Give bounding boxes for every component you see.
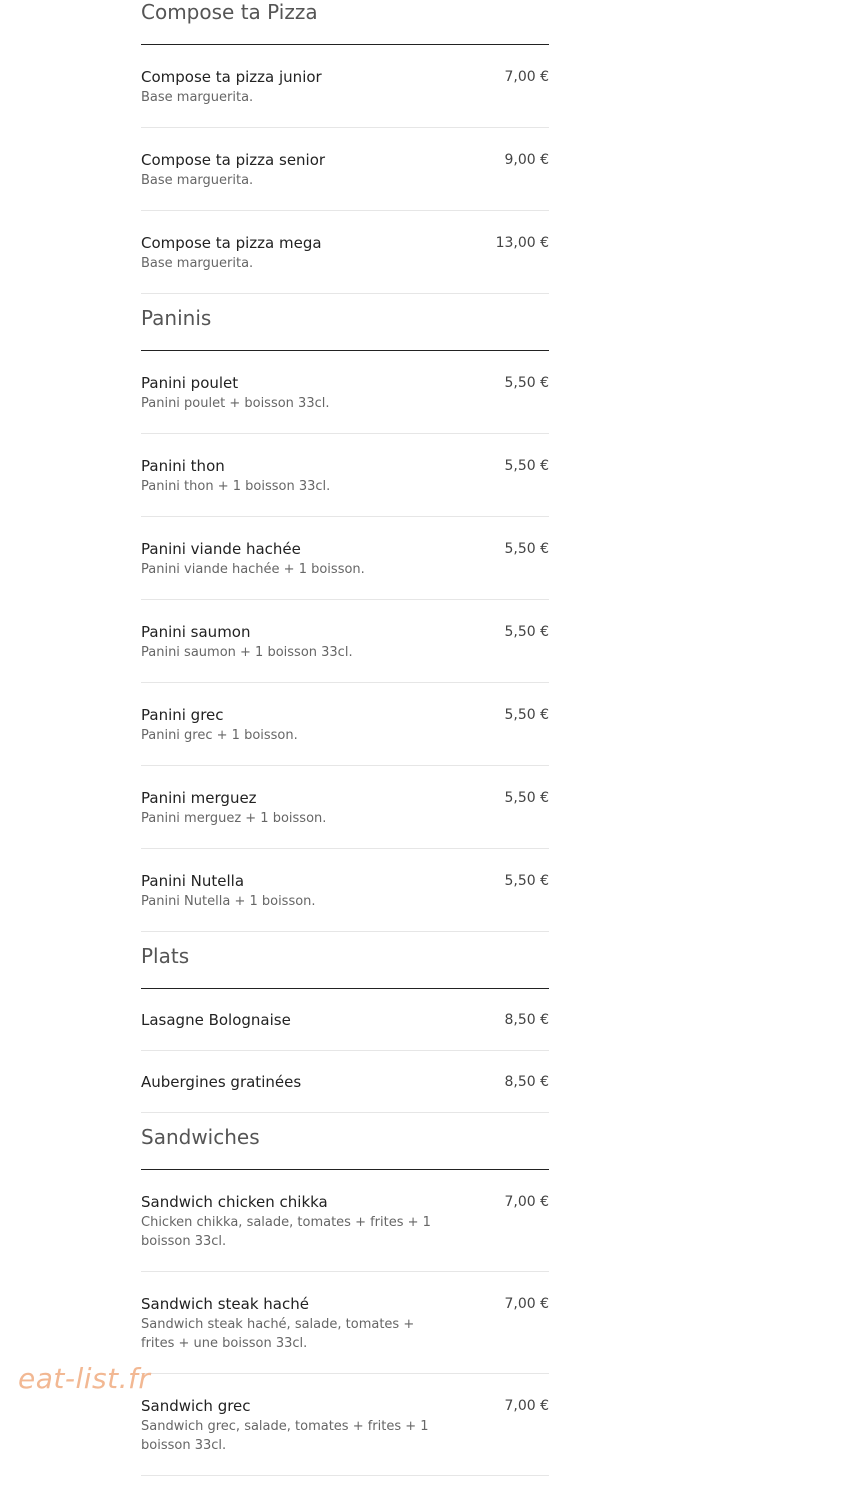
item-name: Panini saumon [141,623,251,641]
menu-item[interactable] [141,211,549,294]
item-price: 8,50 € [504,1012,549,1028]
item-name: Aubergines gratinées [141,1073,302,1091]
item-price: 7,00 € [504,69,549,85]
item-description: Panini grec + 1 boisson. [141,728,298,743]
item-price: 5,50 € [504,624,549,640]
item-name: Sandwich chicken chikka [141,1193,328,1211]
item-name: Panini poulet [141,374,239,392]
menu-item[interactable] [141,1170,549,1272]
item-description: Panini poulet + boisson 33cl. [141,396,330,411]
item-description: Sandwich steak haché, salade, tomates + frites + une boisson 33cl. [141,1317,415,1351]
section-title: Sandwiches [141,1113,549,1170]
menu-item[interactable] [141,1272,549,1374]
item-name: Panini thon [141,457,225,475]
menu-section-compose-pizza [141,0,549,294]
item-description: Panini thon + 1 boisson 33cl. [141,479,331,494]
item-name: Panini merguez [141,789,257,807]
menu-item[interactable] [141,517,549,600]
item-name: Sandwich grec [141,1397,251,1415]
item-price: 5,50 € [504,707,549,723]
item-price: 7,00 € [504,1398,549,1414]
section-title: Paninis [141,294,549,351]
watermark-logo: eat-list.fr [18,1362,151,1395]
menu-item[interactable] [141,434,549,517]
item-name: Compose ta pizza junior [141,68,322,86]
menu-item[interactable] [141,128,549,211]
item-price: 7,00 € [504,1194,549,1210]
menu-item[interactable] [141,683,549,766]
item-name: Panini grec [141,706,224,724]
item-name: Lasagne Bolognaise [141,1011,291,1029]
menu-item[interactable] [141,849,549,932]
item-price: 5,50 € [504,873,549,889]
section-title: Compose ta Pizza [141,0,549,45]
menu-item[interactable] [141,600,549,683]
item-name: Compose ta pizza mega [141,234,322,252]
item-price: 5,50 € [504,790,549,806]
section-title: Plats [141,932,549,989]
item-price: 9,00 € [504,152,549,168]
item-description: Base marguerita. [141,256,254,271]
menu-section-plats [141,932,549,1113]
menu-item[interactable] [141,1051,549,1113]
item-name: Compose ta pizza senior [141,151,326,169]
item-name: Sandwich steak haché [141,1295,309,1313]
item-description: Panini merguez + 1 boisson. [141,811,327,826]
item-description: Chicken chikka, salade, tomates + frites + 1 boisson 33cl. [141,1215,431,1249]
item-description: Sandwich grec, salade, tomates + frites + 1 boisson 33cl. [141,1419,429,1453]
item-description: Panini Nutella + 1 boisson. [141,894,316,909]
menu-item[interactable] [141,1374,549,1476]
menu-item[interactable] [141,766,549,849]
menu-section-sandwiches [141,1113,549,1476]
menu-list [141,0,549,1476]
item-price: 5,50 € [504,541,549,557]
item-description: Panini saumon + 1 boisson 33cl. [141,645,353,660]
item-price: 5,50 € [504,375,549,391]
menu-section-paninis [141,294,549,932]
item-price: 7,00 € [504,1296,549,1312]
item-price: 8,50 € [504,1074,549,1090]
item-name: Panini Nutella [141,872,245,890]
item-description: Panini viande hachée + 1 boisson. [141,562,365,577]
item-name: Panini viande hachée [141,540,301,558]
item-price: 13,00 € [495,235,549,251]
menu-item[interactable] [141,351,549,434]
menu-item[interactable] [141,45,549,128]
item-price: 5,50 € [504,458,549,474]
item-description: Base marguerita. [141,173,254,188]
item-description: Base marguerita. [141,90,254,105]
menu-item[interactable] [141,989,549,1051]
